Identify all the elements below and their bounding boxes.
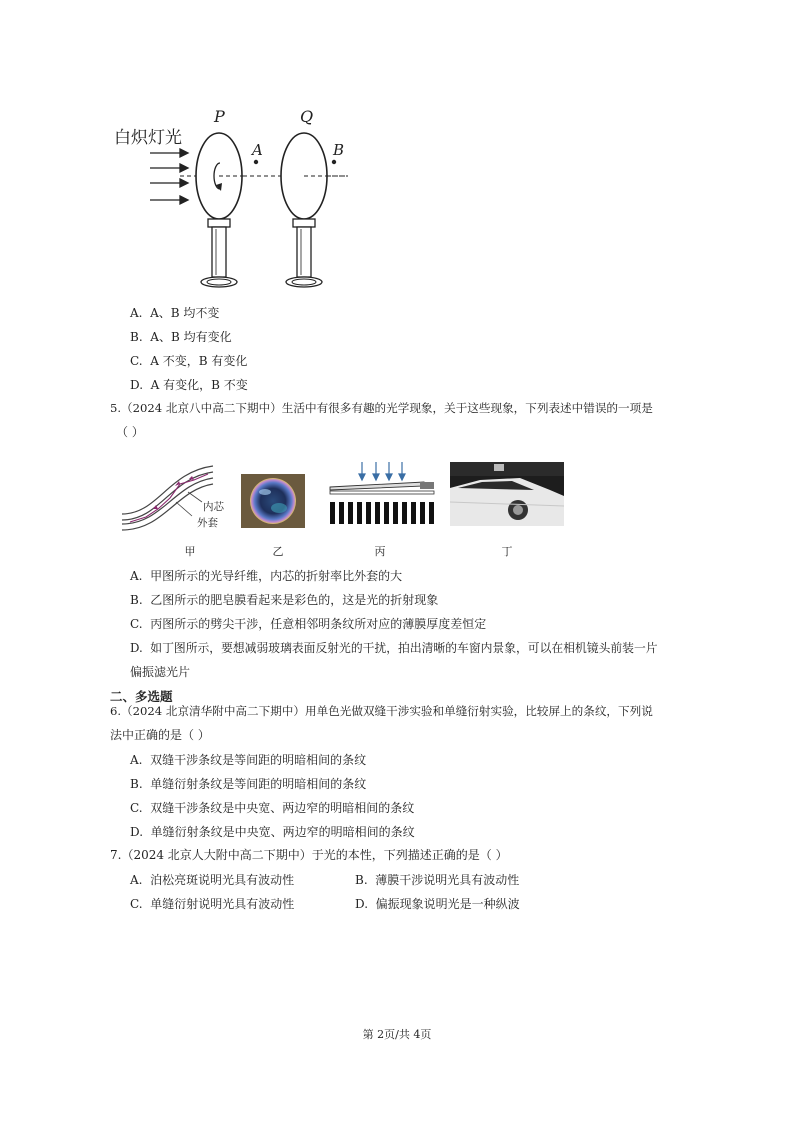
option-text: A 不变，B 有变化	[150, 354, 248, 368]
option-text: 丙图所示的劈尖干涉，任意相邻明条纹所对应的薄膜厚度差恒定	[150, 617, 487, 631]
q7-option-a	[130, 872, 294, 888]
option-letter: C.	[130, 354, 143, 368]
q6-option-b	[130, 776, 366, 792]
option-text: A、B 均有变化	[150, 330, 232, 344]
q6-stem-line1: 6.（2024 北京清华附中高二下期中）用单色光做双缝干涉实验和单缝衍射实验，比较屏上的条纹，下列说	[110, 704, 653, 718]
option-letter: D.	[130, 825, 144, 839]
q6-option-a	[130, 752, 366, 768]
q6-option-d	[130, 824, 415, 840]
option-letter: B.	[130, 330, 143, 344]
q5-option-d-line2: 偏振滤光片	[130, 665, 191, 679]
option-letter: D.	[130, 378, 144, 392]
option-text: 泊松亮斑说明光具有波动性	[150, 873, 295, 887]
q7-option-b	[355, 872, 519, 888]
label-q: Q	[300, 107, 314, 126]
q4-option-d	[130, 377, 248, 393]
q4-option-c	[130, 353, 247, 369]
q5-stem-line2: （ ）	[116, 425, 144, 439]
q5-option-c	[130, 616, 486, 632]
q4-option-b	[130, 329, 232, 345]
option-text: A 有变化，B 不变	[150, 378, 248, 392]
caption-ding: 丁	[501, 545, 513, 558]
page-footer: 第 2页/共 4页	[362, 1028, 432, 1041]
option-text: 偏振现象说明光是一种纵波	[375, 897, 520, 911]
caption-jia: 甲	[184, 545, 196, 558]
option-letter: B.	[130, 593, 143, 607]
option-letter: A.	[130, 753, 143, 767]
q5-option-a	[130, 568, 402, 584]
option-text: 如丁图所示，要想减弱玻璃表面反射光的干扰，拍出清晰的车窗内景象，可以在相机镜头前装一片	[150, 641, 658, 655]
section-title-multiple-choice: 二、多选题	[110, 689, 173, 704]
option-letter: C.	[130, 617, 143, 631]
q7-option-d	[355, 896, 520, 912]
option-text: 乙图所示的肥皂膜看起来是彩色的，这是光的折射现象	[150, 593, 439, 607]
q4-option-a	[130, 305, 219, 321]
label-p: P	[214, 107, 225, 126]
option-text: 单缝衍射条纹是中央宽、两边窄的明暗相间的条纹	[150, 825, 415, 839]
fig-bing-wedge-interference	[328, 460, 438, 528]
option-text: 双缝干涉条纹是中央宽、两边窄的明暗相间的条纹	[150, 801, 415, 815]
fig-yi-soap-bubble	[241, 474, 305, 528]
option-letter: C.	[130, 801, 143, 815]
point-a	[254, 160, 258, 164]
option-letter: D.	[355, 897, 369, 911]
option-letter: A.	[130, 569, 143, 583]
q6-option-c	[130, 800, 414, 816]
caption-bing: 丙	[374, 545, 386, 558]
fig-ding-car-photo	[450, 462, 564, 526]
option-text: 双缝干涉条纹是等间距的明暗相间的条纹	[150, 753, 367, 767]
q6-stem-line2: 法中正确的是（ ）	[110, 728, 210, 742]
option-letter: A.	[130, 306, 143, 320]
option-letter: B.	[130, 777, 143, 791]
fiber-cladding-label: 外套	[197, 517, 218, 529]
option-text: 薄膜干涉说明光具有波动性	[375, 873, 520, 887]
option-letter: B.	[355, 873, 368, 887]
option-text: A、B 均不变	[150, 306, 220, 320]
incident-light-label: 白炽灯光	[114, 128, 182, 148]
caption-yi: 乙	[272, 545, 284, 558]
option-text: 单缝衍射说明光具有波动性	[150, 897, 295, 911]
option-letter: A.	[130, 873, 143, 887]
fiber-core-label: 内芯	[203, 501, 224, 513]
q5-option-b	[130, 592, 438, 608]
q7-stem: 7.（2024 北京人大附中高二下期中）于光的本性，下列描述正确的是（ ）	[110, 848, 508, 862]
label-b: B	[333, 141, 345, 159]
q5-option-d	[130, 640, 658, 656]
point-b	[332, 160, 336, 164]
option-letter: C.	[130, 897, 143, 911]
option-text: 单缝衍射条纹是等间距的明暗相间的条纹	[150, 777, 367, 791]
label-a: A	[252, 141, 263, 159]
option-letter: D.	[130, 641, 143, 655]
option-text: 甲图所示的光导纤维，内芯的折射率比外套的大	[150, 569, 403, 583]
q7-option-c	[130, 896, 294, 912]
q5-stem-line1: 5.（2024 北京八中高二下期中）生活中有很多有趣的光学现象，关于这些现象，下列表述中错误的一项是	[110, 401, 653, 415]
